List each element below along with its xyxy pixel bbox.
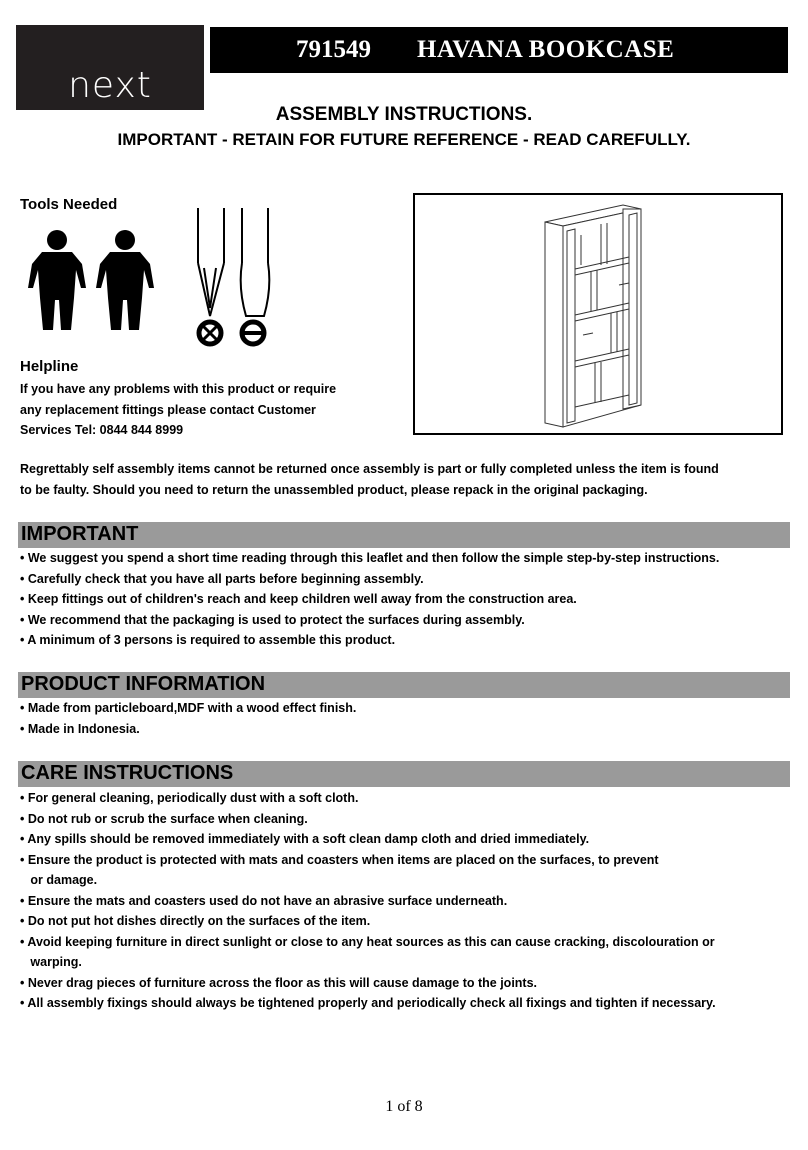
list-item: • Made in Indonesia. <box>20 721 140 736</box>
helpline-heading: Helpline <box>20 358 79 375</box>
list-item: • Never drag pieces of furniture across the floor as this will cause damage to the joints. <box>20 975 538 990</box>
product-image-frame <box>413 193 783 435</box>
list-item: • We recommend that the packaging is used to protect the surfaces during assembly. <box>20 612 525 627</box>
returns-line: to be faulty. Should you need to return the unassembled product, please repack in the original packaging. <box>20 483 648 497</box>
list-item: • Keep fittings out of children's reach and keep children well away from the construction area. <box>20 592 577 606</box>
important-list <box>20 548 800 651</box>
product-code: 791549 <box>296 36 371 63</box>
list-item: • All assembly fixings should always be tightened properly and periodically check all fixings and tighten if necessary. <box>20 996 716 1010</box>
brand-logo-text: next <box>68 65 152 106</box>
list-item: • Ensure the mats and coasters used do not have an abrasive surface underneath. <box>20 893 508 908</box>
product-info-list <box>20 698 800 739</box>
list-item: • Ensure the product is protected with mats and coasters when items are placed on the surfaces, to prevent <box>20 852 659 867</box>
returns-notice <box>20 459 795 501</box>
persons-illustration <box>26 228 156 332</box>
title-bar <box>210 27 788 73</box>
list-item: or damage. <box>20 873 98 887</box>
list-item: • Carefully check that you have all parts before beginning assembly. <box>20 571 424 586</box>
brand-logo <box>16 25 204 110</box>
list-item: warping. <box>20 955 82 969</box>
section-title: CARE INSTRUCTIONS <box>21 762 234 784</box>
person-icon <box>96 230 154 330</box>
helpline-line: Services Tel: 0844 844 8999 <box>20 423 184 437</box>
section-title: IMPORTANT <box>21 523 139 545</box>
list-item: • Avoid keeping furniture in direct sunlight or close to any heat sources as this can cause cracking, discolouration or <box>20 934 715 949</box>
product-info-section-header <box>18 672 790 698</box>
bookcase-illustration <box>415 195 781 433</box>
list-item: • Do not rub or scrub the surface when cleaning. <box>20 811 308 826</box>
person-icon <box>28 230 86 330</box>
list-item: • Any spills should be removed immediately with a soft clean damp cloth and dried immediately. <box>20 832 590 846</box>
list-item: • A minimum of 3 persons is required to assemble this product. <box>20 633 396 647</box>
important-section-header <box>18 522 790 548</box>
page-title: ASSEMBLY INSTRUCTIONS. <box>275 104 533 125</box>
phillips-screwdriver-icon <box>198 208 224 344</box>
care-section-header <box>18 761 790 787</box>
helpline-text <box>20 379 380 441</box>
section-title: PRODUCT INFORMATION <box>21 673 266 695</box>
helpline-line: If you have any problems with this product or require <box>20 382 337 396</box>
list-item: • Do not put hot dishes directly on the surfaces of the item. <box>20 914 371 928</box>
list-item: • We suggest you spend a short time reading through this leaflet and then follow the simple step-by-step instructions. <box>20 551 720 565</box>
flathead-screwdriver-icon <box>241 208 270 344</box>
page-number: 1 of 8 <box>385 1098 423 1115</box>
page-subtitle: IMPORTANT - RETAIN FOR FUTURE REFERENCE - READ CAREFULLY. <box>117 130 691 149</box>
tools-heading: Tools Needed <box>20 196 118 213</box>
returns-line: Regrettably self assembly items cannot be returned once assembly is part or fully completed unless the item is found <box>20 462 719 476</box>
list-item: • Made from particleboard,MDF with a wood effect finish. <box>20 701 357 715</box>
helpline-line: any replacement fittings please contact Customer <box>20 402 316 417</box>
care-list <box>20 788 800 1014</box>
screwdrivers-illustration <box>190 208 280 348</box>
list-item: • For general cleaning, periodically dust with a soft cloth. <box>20 791 359 805</box>
product-name: HAVANA BOOKCASE <box>417 36 675 63</box>
